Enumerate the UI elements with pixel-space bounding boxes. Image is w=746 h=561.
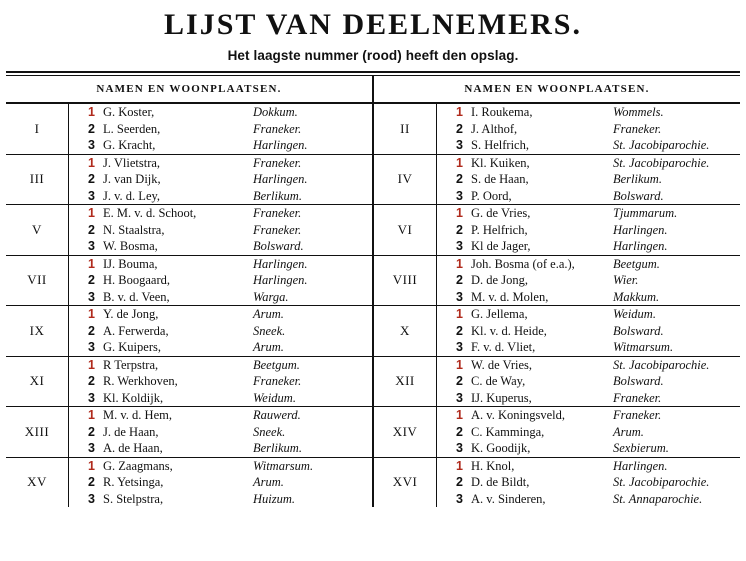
group-row [374,104,740,154]
entry-name: F. v. d. Vliet, [471,340,536,354]
entry-row [69,373,403,390]
entry-name: M. v. d. Molen, [471,289,549,304]
entry-row [69,339,403,356]
entry-index: 1 [456,206,463,220]
entry-index: 2 [88,323,95,338]
entry-place: Berlikum. [253,188,302,203]
page-subtitle: Het laagste nummer (rood) heeft den opslag. [227,48,519,63]
left-column [6,76,373,507]
entry-row [437,357,746,374]
group-entries [437,457,741,507]
entry-row [437,188,746,205]
entry-place: Weidum. [613,307,656,321]
group-number: I [6,104,69,154]
entry-name: D. de Bildt, [471,475,530,489]
group-row [6,306,372,357]
right-column [373,76,740,507]
entry-name: A. de Haan, [103,441,163,455]
entry-row [437,339,746,356]
entries-table [69,205,403,255]
group-number: IX [6,306,69,357]
entry-index: 2 [456,323,463,338]
entry-name: A. v. Sinderen, [471,491,546,506]
entry-row [437,474,746,491]
entry-row [69,323,403,340]
entry-index: 3 [456,441,463,455]
entry-row [437,272,746,289]
entry-index: 2 [456,172,463,186]
group-number: XIV [374,407,437,458]
entry-row [437,424,746,441]
left-column-heading: NAMEN EN WOONPLAATSEN. [6,76,372,104]
document-page [0,8,746,561]
entry-place: Beetgum. [253,357,300,372]
entry-place: Arum. [253,475,284,489]
entry-index: 2 [88,222,95,237]
entry-index: 2 [88,121,95,136]
entry-name: Y. de Jong, [103,307,159,321]
entry-place: Franeker. [613,408,662,422]
group-row [6,205,372,256]
entry-name: G. Kuipers, [103,340,161,354]
entries-table [437,155,746,205]
page-title: LIJST VAN DEELNEMERS. [164,8,582,41]
entry-index: 3 [88,239,95,253]
entry-index: 1 [88,408,95,422]
entry-name: C. Kamminga, [471,424,545,439]
group-entries [437,205,741,256]
entry-name: Kl. Koldijk, [103,390,164,405]
entry-name: J. Althof, [471,121,518,136]
entry-index: 1 [456,408,463,422]
entry-index: 3 [88,289,95,304]
entry-row [437,306,746,323]
entries-table [69,357,403,407]
entry-row [69,137,403,154]
group-number: XVI [374,457,437,507]
entry-name: Joh. Bosma (of e.a.), [471,256,575,271]
entry-row [69,390,403,407]
entry-place: Bolsward. [253,239,304,253]
entry-row [69,256,403,273]
entry-name: S. Helfrich, [471,138,529,152]
entry-name: C. de Way, [471,374,526,388]
entry-index: 3 [88,340,95,354]
entry-place: Berlikum. [613,172,662,186]
entry-name: S. Stelpstra, [103,491,164,506]
group-number: III [6,154,69,205]
entry-name: R. Werkhoven, [103,374,178,388]
entry-row [69,121,403,138]
entry-index: 1 [88,155,95,170]
entry-index: 2 [88,424,95,439]
entry-index: 2 [88,273,95,287]
entry-place: Witmarsum. [613,340,674,354]
entry-name: E. M. v. d. Schoot, [103,206,197,220]
entry-row [69,171,403,188]
entry-place: St. Jacobiparochie. [613,138,710,152]
entry-index: 2 [456,374,463,388]
entry-name: G. Koster, [103,105,155,119]
entry-name: G. de Vries, [471,206,531,220]
entry-name: H. Boogaard, [103,273,170,287]
group-row [6,457,372,507]
entry-index: 2 [88,374,95,388]
entry-place: Harlingen. [253,273,308,287]
entry-index: 2 [456,424,463,439]
entries-table [437,306,746,356]
entry-name: S. de Haan, [471,172,529,186]
group-entries [69,306,373,357]
entry-index: 2 [456,222,463,237]
entry-row [437,238,746,255]
group-entries [69,104,373,154]
entry-name: A. Ferwerda, [103,323,169,338]
entries-table [69,256,403,306]
left-groups [6,104,372,507]
entry-name: J. de Haan, [103,424,159,439]
entry-row [69,424,403,441]
entry-row [437,407,746,424]
entry-row [69,238,403,255]
entry-row [437,289,746,306]
entry-index: 3 [456,188,463,203]
entry-row [69,205,403,222]
entry-name: R Terpstra, [103,357,159,372]
group-entries [69,407,373,458]
entry-place: Franeker. [253,121,302,136]
entry-place: Weidum. [253,390,296,405]
entry-name: Kl de Jager, [471,239,531,253]
entries-table [437,205,746,255]
group-entries [69,154,373,205]
group-entries [69,356,373,407]
group-number: VII [6,255,69,306]
entry-row [69,474,403,491]
entry-index: 3 [456,491,463,506]
entry-place: Franeker. [613,121,662,136]
entry-place: Arum. [253,307,284,321]
right-column-heading: NAMEN EN WOONPLAATSEN. [374,76,740,104]
entry-place: Harlingen. [253,256,308,271]
group-number: X [374,306,437,357]
entry-place: Huizum. [253,491,296,506]
group-number: XII [374,356,437,407]
group-row [6,356,372,407]
entry-index: 3 [456,390,463,405]
entry-index: 1 [88,206,95,220]
group-row [6,104,372,154]
entry-name: Kl. Kuiken, [471,155,530,170]
group-row [374,356,740,407]
group-entries [69,205,373,256]
group-entries [437,407,741,458]
entry-index: 1 [88,307,95,321]
entry-row [437,222,746,239]
group-row [374,306,740,357]
entry-index: 2 [456,273,463,287]
entry-place: Rauwerd. [253,408,301,422]
entry-index: 3 [88,138,95,152]
entries-table [69,155,403,205]
entry-row [69,272,403,289]
entry-name: J. Vlietstra, [103,155,161,170]
entry-index: 2 [456,121,463,136]
entry-index: 2 [88,475,95,489]
entry-row [437,390,746,407]
group-row [374,255,740,306]
entry-place: Dokkum. [253,105,298,119]
group-number: V [6,205,69,256]
entry-name: P. Oord, [471,188,512,203]
entry-index: 3 [88,390,95,405]
entry-index: 3 [456,239,463,253]
entry-name: J. v. d. Ley, [103,188,161,203]
entry-place: Wier. [613,273,639,287]
entry-name: H. Knol, [471,458,515,473]
entry-name: A. v. Koningsveld, [471,408,565,422]
entry-index: 3 [88,491,95,506]
group-row [374,154,740,205]
entry-place: St. Jacobiparochie. [613,155,710,170]
entry-row [437,205,746,222]
entry-place: Arum. [613,424,644,439]
entry-name: N. Staalstra, [103,222,165,237]
group-entries [437,104,741,154]
entry-place: Franeker. [253,222,302,237]
entry-place: Beetgum. [613,256,660,271]
entry-index: 3 [88,188,95,203]
entry-index: 1 [456,256,463,271]
entry-index: 2 [456,475,463,489]
entry-row [437,171,746,188]
entry-name: P. Helfrich, [471,222,528,237]
entry-row [437,256,746,273]
entries-table [437,458,746,508]
entry-name: IJ. Kuperus, [471,390,532,405]
entry-index: 3 [88,441,95,455]
entry-index: 1 [88,357,95,372]
entries-table [437,104,746,154]
entry-row [69,407,403,424]
entry-index: 1 [456,458,463,473]
entry-place: Sneek. [253,323,286,338]
entry-name: IJ. Bouma, [103,256,158,271]
entry-place: Bolsward. [613,323,664,338]
group-number: XI [6,356,69,407]
entry-index: 1 [456,307,463,321]
entry-place: St. Jacobiparochie. [613,357,710,372]
entry-place: Witmarsum. [253,458,314,473]
entry-row [437,373,746,390]
entry-place: Franeker. [613,390,662,405]
entry-place: Franeker. [253,155,302,170]
entry-row [69,458,403,475]
entry-name: G. Kracht, [103,138,156,152]
entry-name: D. de Jong, [471,273,528,287]
group-row [6,255,372,306]
entry-index: 1 [456,105,463,119]
entry-name: G. Zaagmans, [103,458,173,473]
group-number: VIII [374,255,437,306]
entry-place: Bolsward. [613,374,664,388]
entry-place: Berlikum. [253,441,302,455]
entry-place: Bolsward. [613,188,664,203]
entry-row [69,491,403,508]
group-number: XIII [6,407,69,458]
group-row [374,407,740,458]
entry-row [437,440,746,457]
entry-name: M. v. d. Hem, [103,408,172,422]
entry-index: 1 [88,256,95,271]
entry-row [437,458,746,475]
entry-place: St. Jacobiparochie. [613,475,710,489]
entry-row [69,289,403,306]
entry-row [437,137,746,154]
group-entries [437,255,741,306]
group-number: IV [374,154,437,205]
entries-table [69,407,403,457]
entry-index: 1 [456,357,463,372]
entry-place: Tjummarum. [613,206,678,220]
entry-name: W. de Vries, [471,357,533,372]
entry-name: W. Bosma, [103,239,158,253]
entry-place: Franeker. [253,206,302,220]
entry-row [437,491,746,508]
entry-index: 1 [456,155,463,170]
entry-index: 1 [88,458,95,473]
entry-row [437,121,746,138]
entry-place: Wommels. [613,105,664,119]
entries-table [69,104,403,154]
entry-name: J. van Dijk, [103,172,161,186]
entry-row [69,440,403,457]
entry-name: K. Goodijk, [471,441,531,455]
entry-row [69,188,403,205]
entry-name: I. Roukema, [471,105,533,119]
entry-place: Harlingen. [253,138,308,152]
entry-row [69,222,403,239]
entry-row [69,306,403,323]
entry-name: Kl. v. d. Heide, [471,323,547,338]
entry-place: St. Annaparochie. [613,491,703,506]
group-entries [437,356,741,407]
entry-place: Makkum. [613,289,660,304]
entry-place: Franeker. [253,374,302,388]
entry-index: 1 [88,105,95,119]
entry-place: Warga. [253,289,289,304]
entries-table [69,458,403,508]
entries-table [69,306,403,356]
entries-table [437,357,746,407]
entry-place: Sneek. [253,424,286,439]
group-number: XV [6,457,69,507]
entry-place: Harlingen. [613,239,668,253]
entry-index: 3 [456,340,463,354]
group-row [374,205,740,256]
entry-index: 3 [456,138,463,152]
entries-table [437,407,746,457]
group-number: II [374,104,437,154]
entry-row [69,104,403,121]
entry-name: L. Seerden, [103,121,161,136]
right-groups [374,104,740,507]
entry-row [69,357,403,374]
entry-row [437,104,746,121]
entry-index: 3 [456,289,463,304]
entry-place: Sexbierum. [613,441,669,455]
group-number: VI [374,205,437,256]
participants-table [6,76,740,507]
entry-place: Harlingen. [613,458,668,473]
entries-table [437,256,746,306]
group-row [6,407,372,458]
group-entries [437,154,741,205]
entry-index: 2 [88,172,95,186]
entry-row [437,323,746,340]
group-row [6,154,372,205]
entry-name: B. v. d. Veen, [103,289,170,304]
entry-name: R. Yetsinga, [103,475,164,489]
group-entries [69,255,373,306]
entry-place: Arum. [253,340,284,354]
group-row [374,457,740,507]
entry-row [69,155,403,172]
group-entries [437,306,741,357]
entry-place: Harlingen. [613,222,668,237]
entry-place: Harlingen. [253,172,308,186]
group-entries [69,457,373,507]
entry-row [437,155,746,172]
entry-name: G. Jellema, [471,307,528,321]
